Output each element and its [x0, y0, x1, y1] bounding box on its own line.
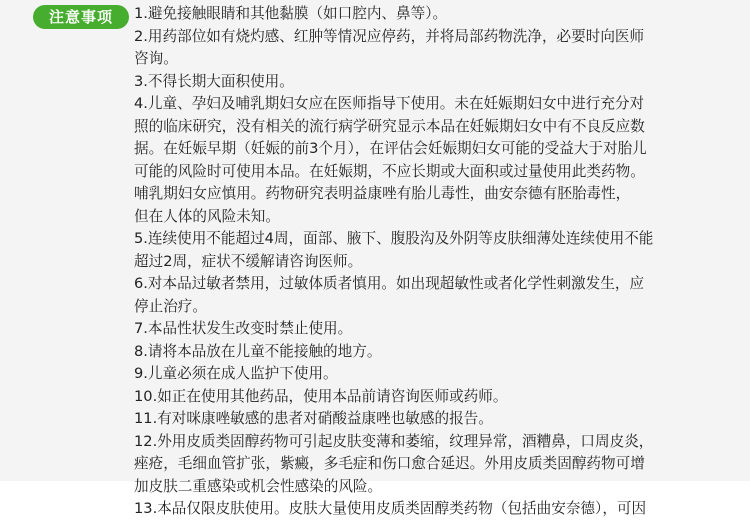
precaution-line: 9.儿童必须在成人监护下使用。 [134, 365, 338, 382]
precaution-line: 6.对本品过敏者禁用，过敏体质者慎用。如出现超敏性或者化学性刺激发生，应 [134, 275, 645, 292]
precaution-item [134, 386, 740, 409]
precaution-line: 1.避免接触眼睛和其他黏膜（如口腔内、鼻等）。 [134, 5, 448, 22]
precaution-item [134, 341, 740, 364]
precaution-item [134, 93, 740, 228]
precautions-list [134, 3, 740, 521]
precaution-item [134, 3, 740, 26]
precaution-line: 11.有对咪康唑敏感的患者对硝酸益康唑也敏感的报告。 [134, 410, 493, 427]
precaution-line: 据。在妊娠早期（妊娠的前3个月），在评估会妊娠期妇女可能的受益大于对胎儿 [134, 140, 647, 157]
precaution-line: 痤疮，毛细血管扩张，紫癜，多毛症和伤口愈合延迟。外用皮质类固醇药物可增 [134, 455, 645, 472]
precaution-item [134, 408, 740, 431]
precaution-line: 10.如正在使用其他药品，使用本品前请咨询医师或药师。 [134, 387, 508, 405]
precaution-line: 照的临床研究，没有相关的流行病学研究显示本品在妊娠期妇女中有不良反应数 [134, 117, 645, 135]
precaution-line: 加皮肤二重感染或机会性感染的风险。 [134, 477, 383, 495]
precaution-line: 超过2周，症状不缓解请咨询医师。 [134, 252, 363, 270]
precaution-line: 停止治疗。 [134, 297, 207, 315]
precaution-line: 5.连续使用不能超过4周，面部、腋下、腹股沟及外阴等皮肤细薄处连续使用不能 [134, 230, 654, 247]
precaution-line: 哺乳期妇女应慎用。药物研究表明益康唑有胎儿毒性，曲安奈德有胚胎毒性， [134, 185, 631, 202]
precaution-item [134, 498, 740, 521]
precaution-item [134, 431, 740, 499]
precaution-line: 7.本品性状发生改变时禁止使用。 [134, 320, 353, 337]
precaution-line: 3.不得长期大面积使用。 [134, 72, 294, 90]
precaution-item [134, 318, 740, 341]
precaution-line: 12.外用皮质类固醇药物可引起皮肤变薄和萎缩，纹理异常，酒糟鼻，口周皮炎， [134, 432, 654, 450]
precaution-line: 2.用药部位如有烧灼感、红肿等情况应停药，并将局部药物洗净，必要时向医师 [134, 27, 645, 45]
precaution-item [134, 228, 740, 273]
precaution-line: 咨询。 [134, 50, 178, 67]
precaution-line: 但在人体的风险未知。 [134, 207, 280, 225]
precaution-line: 13.本品仅限皮肤使用。皮肤大量使用皮质类固醇类药物（包括曲安奈德），可因 [134, 500, 647, 517]
precaution-item [134, 363, 740, 386]
section-badge: 注意事项 [33, 5, 129, 29]
precaution-line: 8.请将本品放在儿童不能接触的地方。 [134, 342, 382, 360]
precaution-item [134, 26, 740, 71]
precaution-item [134, 71, 740, 94]
precaution-item [134, 273, 740, 318]
precaution-line: 4.儿童、孕妇及哺乳期妇女应在医师指导下使用。未在妊娠期妇女中进行充分对 [134, 95, 645, 112]
precaution-line: 可能的风险时可使用本品。在妊娠期，不应长期或大面积或过量使用此类药物。 [134, 162, 645, 180]
